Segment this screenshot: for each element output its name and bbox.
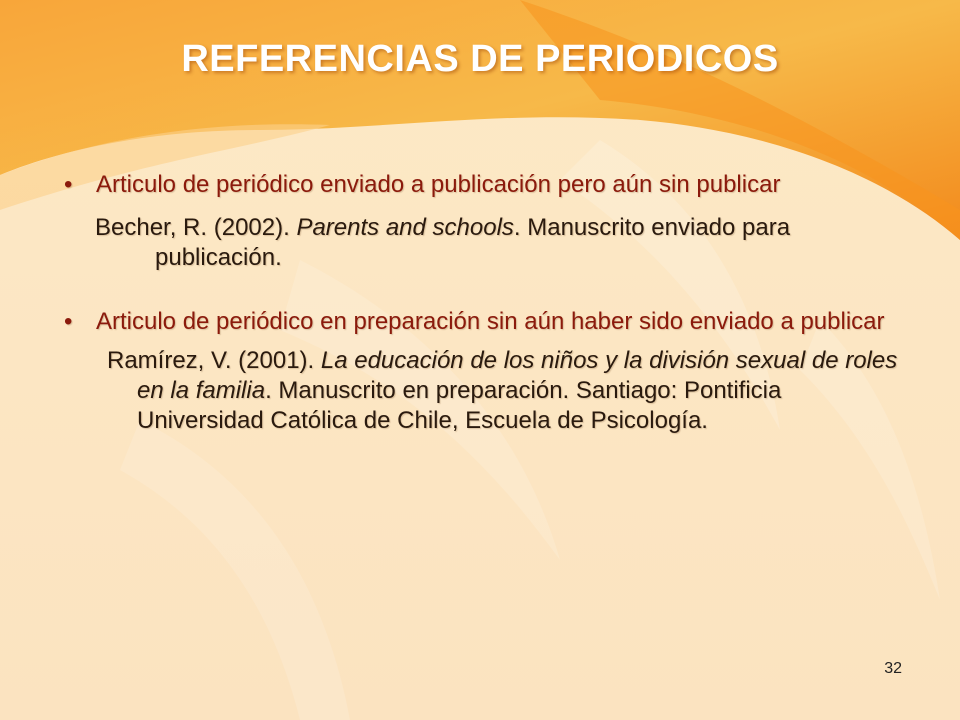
reference-author-year: Becher, R. (2002). (95, 214, 297, 241)
reference-entry (60, 213, 910, 273)
reference-details: . Manuscrito enviado para publicación. (155, 214, 791, 271)
bullet-dot: • (64, 171, 73, 198)
slide-title: REFERENCIAS DE PERIODICOS (181, 38, 779, 80)
bullet-dot: • (64, 308, 73, 335)
bullet-item (60, 307, 910, 337)
bullet-text: Articulo de periódico enviado a publicación pero aún sin publicar (96, 171, 781, 198)
reference-author-year: Ramírez, V. (2001). (107, 347, 321, 374)
page-number: 32 (884, 660, 902, 677)
reference-title: Parents and schools (296, 214, 514, 241)
reference-entry (60, 346, 910, 436)
bullet-text: Articulo de periódico en preparación sin aún haber sido enviado a publicar (96, 308, 885, 335)
reference-title: La educación de los niños y la división sexual de roles en la familia (137, 347, 898, 404)
bullet-item (60, 170, 910, 200)
slide-content (60, 170, 910, 436)
reference-details: . Manuscrito en preparación. Santiago: Pontificia Universidad Católica de Chile, Escuela de Psicología. (137, 377, 782, 434)
